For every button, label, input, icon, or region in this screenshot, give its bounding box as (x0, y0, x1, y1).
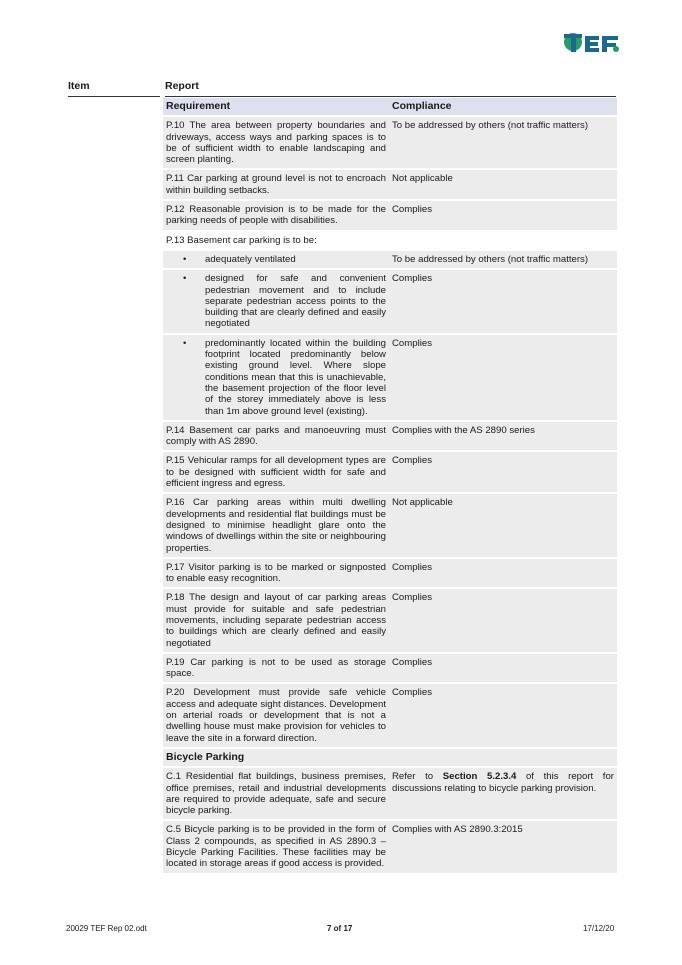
footer-page-number: 7 of 17 (327, 924, 353, 933)
compliance-text: of this report for discussions relating to bicycle parking provision. (392, 771, 614, 794)
section-heading-row (163, 749, 617, 766)
table-row (163, 768, 617, 819)
footer-date: 17/12/20 (583, 924, 615, 933)
compliance-cell: To be addressed by others (not traffic matters) (392, 120, 589, 132)
requirement-cell: C.5 Bicycle parking is to be provided in the form of Class 2 compounds, as specified in AS 2890.3 – Bicycle Parking Facilities. These facilities may be located in storage areas if good access is provided. (166, 824, 386, 870)
compliance-text: Refer to (392, 771, 434, 783)
compliance-cell: Complies (392, 337, 432, 349)
table-row (163, 559, 617, 588)
requirement-cell: P.11 Car parking at ground level is not to encroach within building setbacks. (166, 173, 386, 196)
requirement-cell: P.18 The design and layout of car parking areas must provide for suitable and safe pedestrian movements, including separate pedestrian access to buildings which are clearly defined and easily negotiated (166, 592, 386, 649)
requirement-cell: adequately ventilated (205, 253, 296, 265)
compliance-cell: Complies (392, 273, 432, 285)
requirement-cell: designed for safe and convenient pedestrian movement and to include separate pedestrian access points to the building that are clearly defined and easily negotiated (205, 273, 386, 330)
requirement-cell: P.19 Car parking is not to be used as storage space. (166, 656, 386, 680)
table-row (163, 201, 617, 230)
requirement-cell: P.15 Vehicular ramps for all development types are to be designed with sufficient width for safe and efficient ingress and egress. (166, 455, 386, 490)
compliance-cell (389, 768, 617, 819)
compliance-table (163, 98, 617, 875)
item-column-header: Item (68, 80, 160, 97)
compliance-cell: Complies with the AS 2890 series (392, 424, 535, 436)
compliance-cell: Complies (392, 561, 432, 573)
bullet-icon: • (183, 273, 187, 285)
table-row (163, 494, 617, 556)
compliance-cell: Not applicable (392, 497, 453, 509)
compliance-cell: Not applicable (392, 173, 453, 185)
compliance-cell: Complies (392, 455, 432, 467)
compliance-cell: Complies (392, 204, 432, 216)
table-row (163, 422, 617, 451)
table-row (163, 589, 617, 651)
bicycle-parking-heading: Bicycle Parking (166, 750, 245, 763)
requirement-cell: P.12 Reasonable provision is to be made for the parking needs of people with disabilities. (166, 204, 386, 227)
compliance-cell: Complies (392, 656, 432, 668)
section-reference: Section 5.2.3.4 (442, 771, 517, 783)
requirement-cell: P.14 Basement car parks and manoeuvring must comply with AS 2890. (166, 424, 386, 448)
footer-filename: 20029 TEF Rep 02.odt (66, 924, 147, 933)
table-row (163, 251, 617, 268)
compliance-header: Compliance (392, 100, 452, 112)
table-row (163, 117, 617, 168)
requirement-cell: P.16 Car parking areas within multi dwelling developments and residential flat buildings must be designed to minimise headlight glare onto the windows of dwellings within the site or neighbouring properties. (166, 497, 386, 554)
requirement-cell: P.10 The area between property boundaries and driveways, access ways and parking spaces is to be of sufficient width to enable landscaping and screen planting. (166, 120, 386, 166)
requirement-cell: P.17 Visitor parking is to be marked or signposted to enable easy recognition. (166, 561, 386, 585)
table-row (163, 654, 617, 683)
requirement-cell: P.13 Basement car parking is to be: (166, 234, 317, 246)
table-row (163, 821, 617, 872)
compliance-cell: To be addressed by others (not traffic matters) (392, 253, 589, 265)
table-row (163, 335, 617, 420)
table-row (163, 232, 617, 249)
table-header-row (163, 98, 617, 115)
requirement-header: Requirement (166, 100, 231, 112)
requirement-cell: predominantly located within the building footprint located predominantly below existing ground level. Where slope conditions mean that this is unachievable, the basement projection of the floor level of the storey immediately above is less than 1m above ground level (existing). (205, 337, 386, 417)
report-column-header: Report (165, 80, 616, 97)
table-row (163, 684, 617, 746)
compliance-cell: Complies (392, 592, 432, 604)
table-row (163, 270, 617, 332)
compliance-cell: Complies (392, 687, 432, 699)
bullet-icon: • (183, 253, 187, 265)
table-row (163, 452, 617, 492)
bullet-icon: • (183, 337, 187, 349)
compliance-cell: Complies with AS 2890.3:2015 (392, 824, 523, 836)
requirement-cell: C.1 Residential flat buildings, business premises, office premises, retail and industrial developments are required to provide adequate, safe and secure bicycle parking. (166, 771, 386, 817)
table-row (163, 170, 617, 199)
requirement-cell: P.20 Development must provide safe vehicle access and adequate sight distances. Development on arterial roads or development that is not a dwelling house must make provision for vehicles to leave the site in a forward direction. (166, 687, 386, 744)
compliance-cell (389, 232, 617, 249)
tef-logo (561, 28, 621, 56)
